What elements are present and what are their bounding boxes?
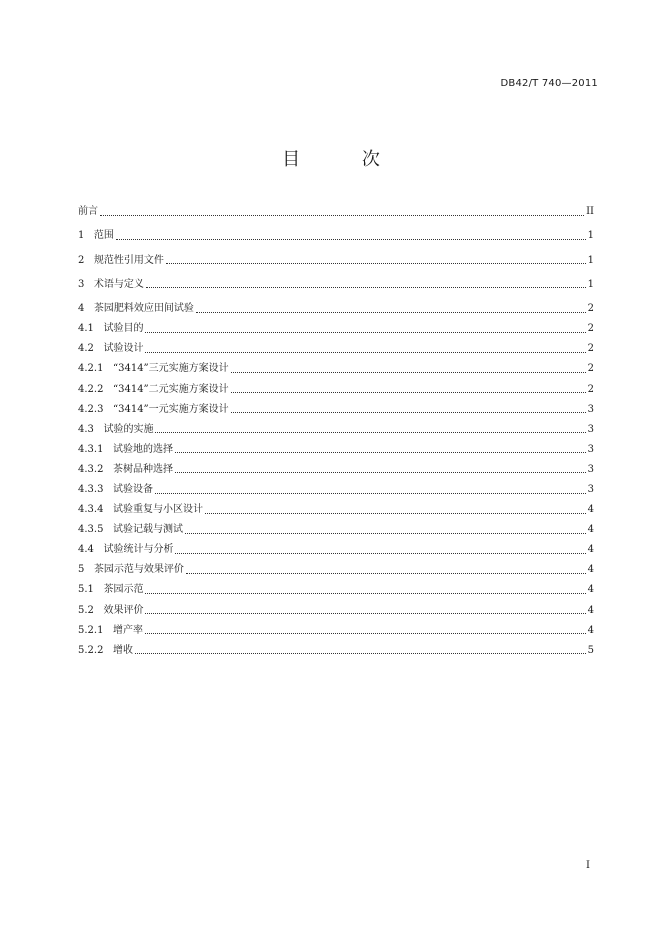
toc-entry-label: 增收 bbox=[113, 644, 133, 656]
toc-leader-dots bbox=[185, 533, 586, 534]
toc-leader-dots bbox=[145, 613, 585, 614]
toc-entry-number: 1 bbox=[78, 230, 85, 242]
toc-entry-label: 试验设计 bbox=[103, 343, 144, 355]
toc-entry-label: 增产率 bbox=[113, 624, 143, 636]
toc-entry-gap bbox=[103, 460, 113, 480]
toc-entry[interactable] bbox=[78, 400, 594, 420]
toc-entry[interactable] bbox=[78, 380, 594, 400]
toc-entry-gap bbox=[103, 359, 113, 379]
toc-entry[interactable] bbox=[78, 299, 594, 319]
page-number: I bbox=[586, 860, 590, 871]
toc-entry-number: 4.2.2 bbox=[78, 383, 104, 395]
toc-entry-label: “3414”一元实施方案设计 bbox=[113, 403, 229, 415]
toc-entry-gap bbox=[94, 339, 104, 359]
toc-entry-number: 4.3.3 bbox=[78, 484, 104, 496]
toc-entry-number: 4.3.4 bbox=[78, 504, 104, 516]
toc-entry-gap bbox=[103, 440, 113, 460]
toc-entry-page: 2 bbox=[587, 303, 594, 315]
toc-leader-dots bbox=[155, 432, 585, 433]
toc-leader-dots bbox=[175, 472, 586, 473]
toc-entry[interactable] bbox=[78, 226, 594, 246]
toc-entry[interactable] bbox=[78, 480, 594, 500]
toc-entry[interactable] bbox=[78, 621, 594, 641]
toc-entry-gap bbox=[103, 621, 113, 641]
toc-entry-gap bbox=[94, 319, 104, 339]
toc-entry-gap bbox=[103, 520, 113, 540]
toc-entry-number: 4.1 bbox=[78, 323, 94, 335]
toc-entry-label: 试验地的选择 bbox=[113, 443, 173, 455]
toc-entry-label: 规范性引用文件 bbox=[93, 254, 164, 266]
toc-entry-number: 4.3.2 bbox=[78, 463, 104, 475]
toc-entry-number: 4.2.3 bbox=[78, 403, 104, 415]
page-title: 目 次 bbox=[282, 149, 408, 170]
toc-entry-label: 试验目的 bbox=[103, 323, 144, 335]
toc-entry-gap bbox=[103, 641, 113, 661]
toc-entry-number: 4.2.1 bbox=[78, 363, 104, 375]
toc-entry-number: 5 bbox=[78, 564, 85, 576]
toc-entry-gap bbox=[94, 420, 104, 440]
toc-entry[interactable] bbox=[78, 500, 594, 520]
toc-entry-label: 前言 bbox=[78, 206, 98, 218]
toc-entry-label: 范围 bbox=[93, 230, 114, 242]
toc-entry-gap bbox=[103, 380, 113, 400]
toc-entry-page: 1 bbox=[587, 254, 594, 266]
toc-entry-label: 茶树品种选择 bbox=[113, 463, 173, 475]
toc-entry-page: 3 bbox=[587, 403, 594, 415]
toc-entry-page: 2 bbox=[587, 383, 594, 395]
toc-entry-gap bbox=[84, 226, 94, 246]
toc-entry-page: 3 bbox=[587, 484, 594, 496]
toc-entry-page: 4 bbox=[587, 544, 594, 556]
toc-entry-page: 4 bbox=[587, 604, 594, 616]
toc-entry[interactable] bbox=[78, 540, 594, 560]
toc-entry-gap bbox=[103, 500, 113, 520]
toc-entry-page: 4 bbox=[587, 504, 594, 516]
toc-entry-gap bbox=[103, 480, 113, 500]
toc-entry[interactable] bbox=[78, 202, 594, 222]
table-of-contents bbox=[78, 202, 594, 661]
toc-entry-number: 4.4 bbox=[78, 544, 94, 556]
toc-entry-number: 4.2 bbox=[78, 343, 94, 355]
toc-entry-label: 试验统计与分析 bbox=[103, 544, 174, 556]
toc-leader-dots bbox=[116, 239, 586, 240]
toc-entry[interactable] bbox=[78, 460, 594, 480]
toc-entry[interactable] bbox=[78, 580, 594, 600]
toc-leader-dots bbox=[231, 392, 586, 393]
toc-entry-label: 茶园肥料效应田间试验 bbox=[93, 303, 194, 315]
toc-leader-dots bbox=[186, 573, 586, 574]
toc-entry-page: 2 bbox=[587, 323, 594, 335]
toc-entry[interactable] bbox=[78, 420, 594, 440]
toc-entry[interactable] bbox=[78, 339, 594, 359]
toc-entry-page: 3 bbox=[587, 423, 594, 435]
toc-leader-dots bbox=[175, 452, 586, 453]
toc-entry-page: 2 bbox=[587, 343, 594, 355]
toc-entry-number: 3 bbox=[78, 278, 85, 290]
toc-entry-page: 2 bbox=[587, 363, 594, 375]
toc-entry-gap bbox=[103, 400, 113, 420]
toc-entry-page: 4 bbox=[587, 624, 594, 636]
toc-entry-gap bbox=[94, 540, 104, 560]
toc-entry-page: 1 bbox=[587, 230, 594, 242]
toc-entry-page: II bbox=[586, 206, 594, 218]
toc-entry-label: 试验重复与小区设计 bbox=[113, 504, 203, 516]
toc-leader-dots bbox=[145, 332, 585, 333]
toc-entry-gap bbox=[94, 580, 104, 600]
toc-entry-label: 试验记载与测试 bbox=[113, 524, 183, 536]
toc-leader-dots bbox=[175, 553, 585, 554]
toc-leader-dots bbox=[155, 493, 586, 494]
toc-entry-page: 5 bbox=[587, 644, 594, 656]
toc-entry-page: 1 bbox=[587, 278, 594, 290]
toc-entry-gap bbox=[84, 299, 94, 319]
toc-entry[interactable] bbox=[78, 601, 594, 621]
toc-entry-gap bbox=[84, 560, 94, 580]
toc-entry-number: 4.3.1 bbox=[78, 443, 104, 455]
toc-entry-label: 试验设备 bbox=[113, 484, 153, 496]
toc-entry[interactable] bbox=[78, 440, 594, 460]
toc-entry[interactable] bbox=[78, 275, 594, 295]
toc-leader-dots bbox=[146, 287, 586, 288]
toc-leader-dots bbox=[166, 263, 586, 264]
toc-entry-gap bbox=[84, 251, 94, 271]
toc-entry-label: “3414”二元实施方案设计 bbox=[113, 383, 229, 395]
toc-entry-number: 5.2.2 bbox=[78, 644, 104, 656]
toc-entry-page: 3 bbox=[587, 463, 594, 475]
toc-entry-label: 茶园示范 bbox=[103, 584, 144, 596]
toc-entry-number: 4.3.5 bbox=[78, 524, 104, 536]
document-code: DB42/T 740—2011 bbox=[500, 78, 598, 89]
toc-entry-page: 4 bbox=[587, 584, 594, 596]
toc-entry-label: 试验的实施 bbox=[103, 423, 154, 435]
toc-leader-dots bbox=[135, 653, 586, 654]
toc-entry[interactable] bbox=[78, 560, 594, 580]
toc-entry[interactable] bbox=[78, 251, 594, 271]
toc-entry-page: 4 bbox=[587, 564, 594, 576]
toc-entry-number: 4 bbox=[78, 303, 85, 315]
toc-entry-number: 5.1 bbox=[78, 584, 94, 596]
toc-leader-dots bbox=[231, 412, 586, 413]
toc-entry-gap bbox=[84, 275, 94, 295]
toc-entry-label: “3414”三元实施方案设计 bbox=[113, 363, 229, 375]
toc-leader-dots bbox=[145, 352, 585, 353]
toc-entry-number: 5.2 bbox=[78, 604, 94, 616]
toc-leader-dots bbox=[231, 372, 586, 373]
toc-entry-number: 4.3 bbox=[78, 423, 94, 435]
toc-entry[interactable] bbox=[78, 359, 594, 379]
toc-leader-dots bbox=[205, 513, 586, 514]
toc-leader-dots bbox=[196, 312, 586, 313]
toc-entry-page: 3 bbox=[587, 443, 594, 455]
toc-entry-number: 5.2.1 bbox=[78, 624, 104, 636]
toc-entry-gap bbox=[94, 601, 104, 621]
toc-entry[interactable] bbox=[78, 641, 594, 661]
toc-entry-label: 术语与定义 bbox=[93, 278, 144, 290]
toc-entry-label: 效果评价 bbox=[103, 604, 144, 616]
toc-leader-dots bbox=[145, 633, 586, 634]
toc-entry[interactable] bbox=[78, 520, 594, 540]
toc-leader-dots bbox=[100, 215, 584, 216]
toc-entry[interactable] bbox=[78, 319, 594, 339]
toc-leader-dots bbox=[145, 593, 585, 594]
toc-entry-label: 茶园示范与效果评价 bbox=[93, 564, 184, 576]
toc-entry-page: 4 bbox=[587, 524, 594, 536]
toc-entry-number: 2 bbox=[78, 254, 85, 266]
